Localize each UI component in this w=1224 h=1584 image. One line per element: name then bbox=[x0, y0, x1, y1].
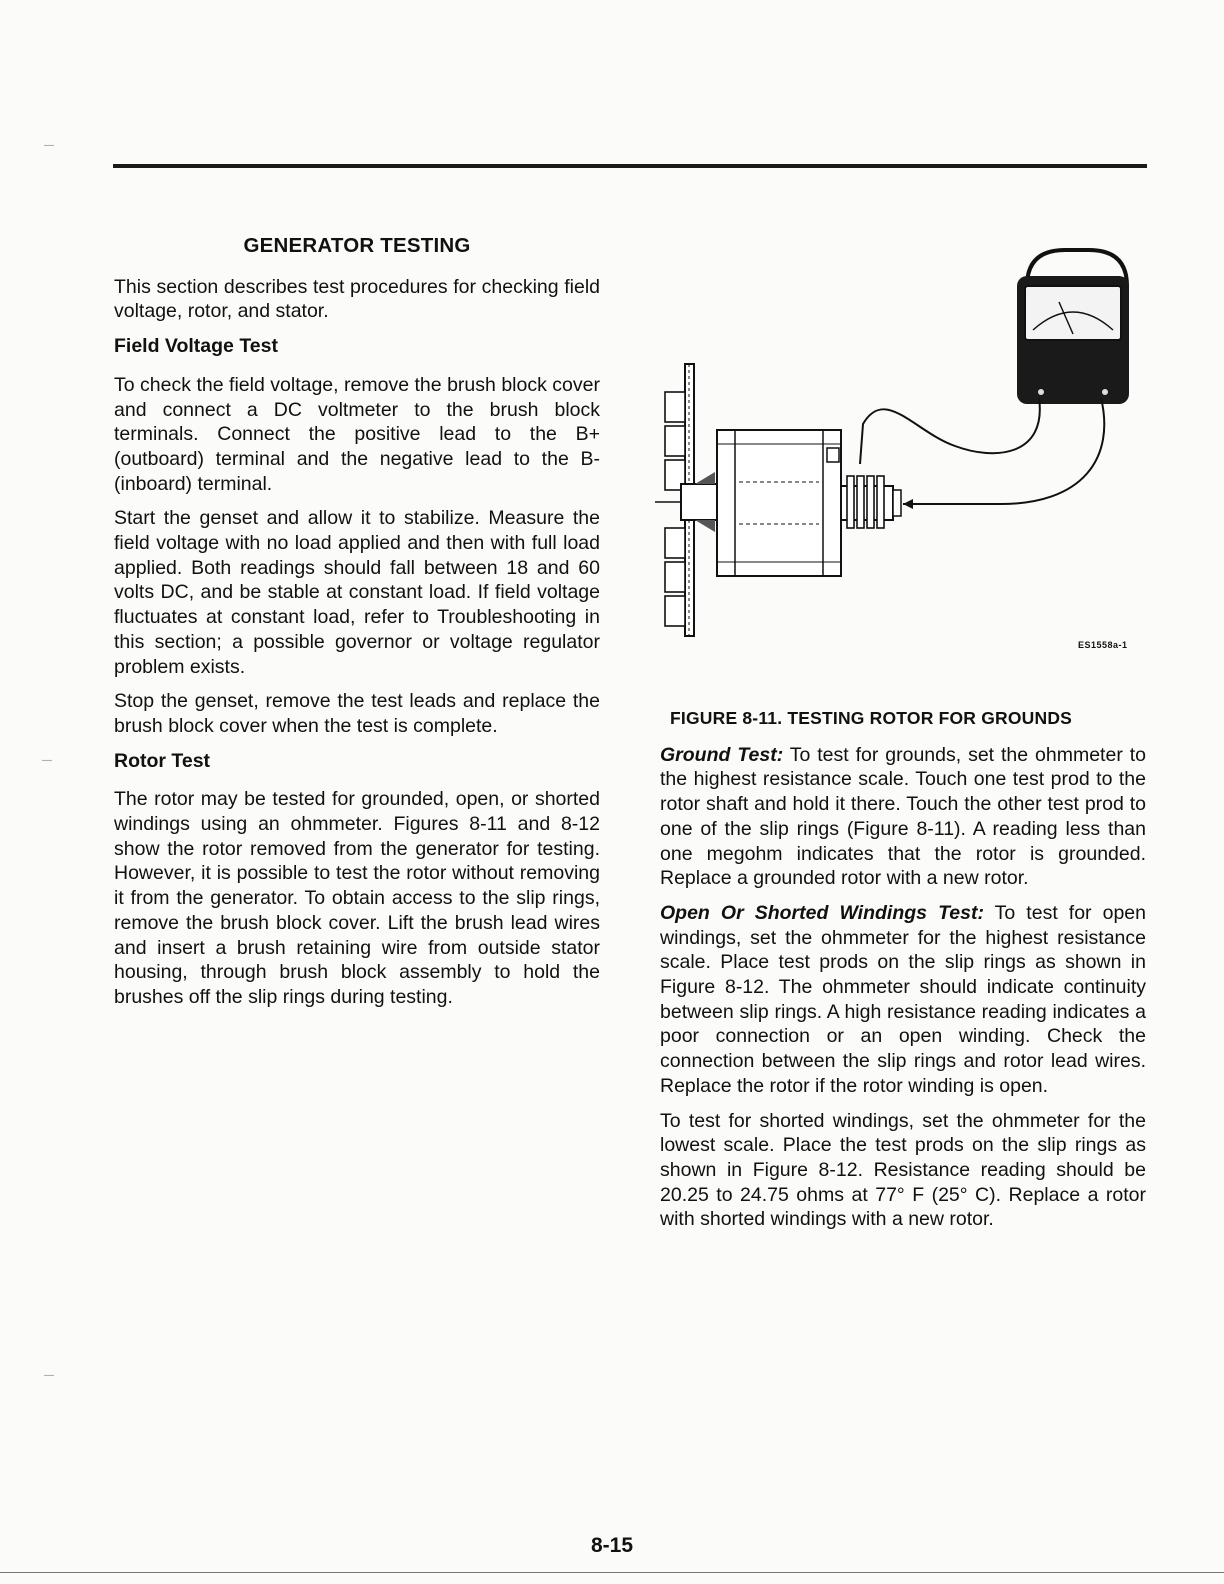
scan-mark: — bbox=[44, 1370, 54, 1381]
figure-rotor-ground-test bbox=[655, 246, 1145, 656]
right-column bbox=[660, 706, 1146, 1242]
footer-rule bbox=[0, 1572, 1224, 1573]
shorted-windings-paragraph: To test for shorted windings, set the ohmmeter for the lowest scale. Place the test prods on the slip rings as shown in Figure 8-12. Resistance reading should be 20.25 to 24.75 ohms at 77° F (25° C). Replace a rotor with shorted windings with a new rotor. bbox=[660, 1109, 1146, 1231]
figure-caption: FIGURE 8-11. TESTING ROTOR FOR GROUNDS bbox=[670, 708, 1073, 728]
field-voltage-heading: Field Voltage Test bbox=[114, 335, 278, 358]
field-voltage-paragraph-2: Start the genset and allow it to stabilize. Measure the field voltage with no load applied and then with full load applied. Both readings should fall between 18 and 60 volts DC, and be stable at constant load. If field voltage fluctuates at constant load, refer to Troubleshooting in this section; a possible governor or voltage regulator problem exists. bbox=[114, 507, 600, 678]
scan-mark: — bbox=[44, 140, 54, 151]
open-shorted-text: To test for open windings, set the ohmmeter for the highest resistance scale. Place test prods on the slip rings as shown in Figure 8-12. The ohmmeter should indicate continuity between slip rings. A high resistance reading indicates a poor connection or an open winding. Check the connection between the slip rings and rotor lead wires. Replace the rotor if the rotor winding is open. bbox=[660, 901, 1146, 1097]
rotor-body-icon bbox=[717, 430, 841, 576]
test-lead bbox=[860, 398, 1040, 464]
open-shorted-label: Open Or Shorted Windings Test: bbox=[660, 901, 984, 924]
header-rule bbox=[113, 164, 1147, 168]
rotor-test-paragraph: The rotor may be tested for grounded, open, or shorted windings using an ohmmeter. Figures 8-11 and 8-12 show the rotor removed from the generator for testing. However, it is possible to test the rotor without removing it from the generator. To obtain access to the slip rings, remove the brush block cover. Lift the brush lead wires and insert a brush retaining wire from outside stator housing, through brush block assembly to hold the brushes off the slip rings during testing. bbox=[114, 788, 600, 1008]
ground-test-text: To test for grounds, set the ohmmeter to the highest resistance scale. Touch one test prod to the rotor shaft and hold it there. Touch the other test prod to one of the slip rings (Figure 8-11). A reading less than one megohm indicates that the rotor is grounded. Replace a grounded rotor with a new rotor. bbox=[660, 743, 1146, 890]
field-voltage-paragraph-3: Stop the genset, remove the test leads and replace the brush block cover when the test is complete. bbox=[114, 690, 600, 737]
rotor-ohmmeter-illustration bbox=[655, 246, 1145, 656]
scan-mark: — bbox=[42, 755, 52, 766]
rotor-test-heading: Rotor Test bbox=[114, 749, 211, 772]
page-number: 8-15 bbox=[590, 1534, 634, 1557]
section-intro: This section describes test procedures for checking field voltage, rotor, and stator. bbox=[114, 275, 600, 323]
ohmmeter-icon bbox=[1017, 250, 1129, 404]
section-title: GENERATOR TESTING bbox=[243, 234, 471, 257]
left-column bbox=[114, 234, 600, 1020]
field-voltage-paragraph-1: To check the field voltage, remove the brush block cover and connect a DC voltmeter to the brush block terminals. Connect the positive lead to the B+ (outboard) terminal and the negative lead to the B- (inboard) terminal. bbox=[114, 373, 600, 495]
ground-test-paragraph bbox=[660, 743, 1146, 891]
ground-test-label: Ground Test: bbox=[660, 743, 784, 766]
open-shorted-paragraph bbox=[660, 901, 1146, 1099]
figure-id: ES1558a-1 bbox=[1078, 640, 1128, 650]
